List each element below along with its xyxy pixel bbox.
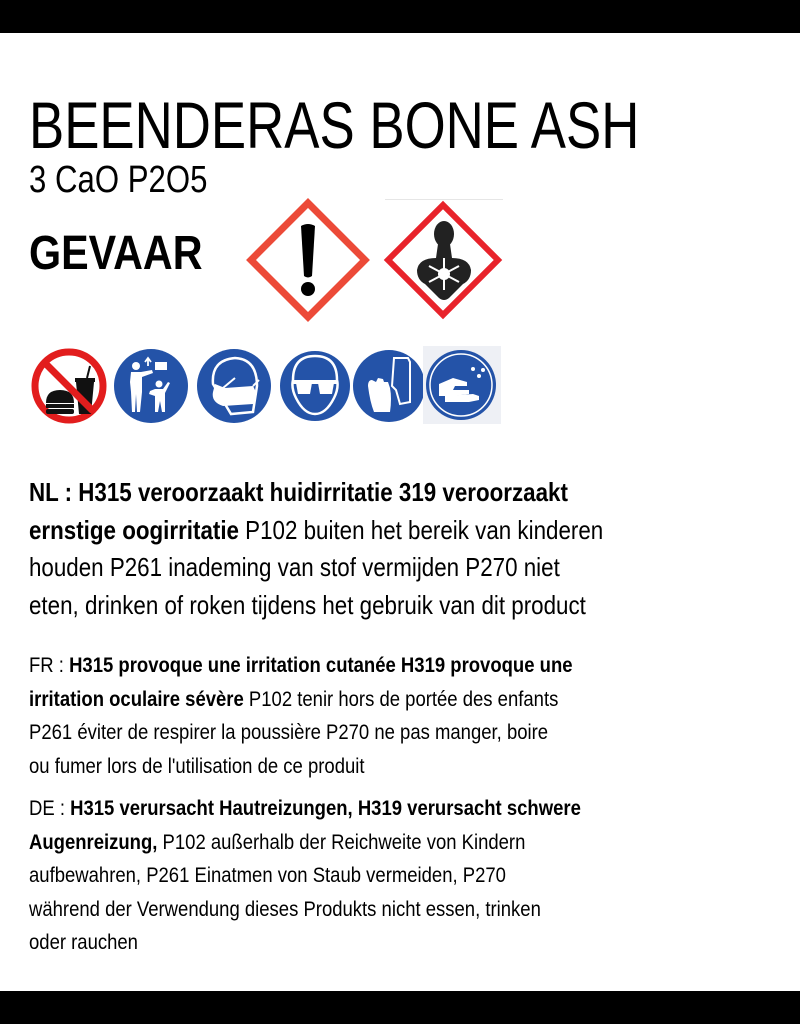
precaution-text: houden P261 inademing van stof vermijden P270 niet	[29, 552, 560, 582]
language-prefix: DE :	[29, 796, 71, 820]
exclamation-mark-icon	[246, 198, 370, 322]
health-hazard-icon	[383, 200, 503, 320]
statement-line	[29, 792, 581, 826]
statements-nl	[29, 474, 697, 624]
bottom-black-bar	[0, 991, 800, 1024]
statement-line	[29, 683, 573, 717]
top-black-bar	[0, 0, 800, 33]
precaution-text: eten, drinken of roken tijdens het gebruik van dit product	[29, 589, 586, 620]
statement-line	[29, 587, 603, 625]
product-title-text: BEENDERAS BONE ASH	[29, 88, 640, 162]
statement-line	[29, 826, 581, 860]
product-title	[29, 88, 792, 162]
precaution-text: während der Verwendung dieses Produkts nicht essen, trinken	[29, 896, 541, 921]
hazard-text: irritation oculaire sévère	[29, 686, 244, 711]
chemical-formula	[29, 158, 247, 202]
hazard-text: H315 verursacht Hautreizungen, H319 verursacht schwere	[70, 796, 581, 820]
precaution-text: oder rauchen	[29, 930, 138, 954]
statement-line	[29, 474, 603, 512]
wear-dust-mask-icon	[195, 346, 273, 424]
statement-line	[29, 750, 573, 784]
statements-de	[29, 792, 671, 960]
statement-line	[29, 716, 573, 750]
wear-gloves-icon	[350, 346, 428, 424]
precaution-text: P102 tenir hors de portée des enfants	[243, 686, 559, 711]
statement-line	[29, 649, 573, 683]
precaution-text: P102 buiten het bereik van kinderen	[238, 514, 604, 545]
precaution-text: P261 éviter de respirer la poussière P270 ne pas manger, boire	[29, 720, 549, 744]
no-eating-drinking-icon	[30, 346, 108, 424]
hazard-text: NL : H315 veroorzaakt huidirritatie 319 veroorzaakt	[29, 477, 568, 507]
precaution-text: aufbewahren, P261 Einatmen von Staub vermeiden, P270	[29, 863, 506, 887]
statement-line	[29, 926, 581, 960]
statement-line	[29, 549, 603, 587]
hazard-text: H315 provoque une irritation cutanée H319 provoque une	[69, 653, 573, 677]
statement-line	[29, 512, 603, 550]
wash-hands-icon	[423, 346, 501, 424]
statement-line	[29, 859, 581, 893]
precaution-text: ou fumer lors de l'utilisation de ce produit	[29, 753, 365, 778]
statements-fr	[29, 649, 661, 783]
signal-word	[29, 226, 231, 282]
hazard-text: ernstige oogirritatie	[29, 514, 239, 545]
signal-word-text: GEVAAR	[29, 227, 203, 280]
keep-away-from-children-icon	[112, 346, 190, 424]
wear-safety-glasses-icon	[276, 346, 354, 424]
chemical-formula-text: 3 CaO P2O5	[29, 159, 208, 201]
precaution-text: P102 außerhalb der Reichweite von Kindern	[157, 829, 526, 854]
statement-line	[29, 893, 581, 927]
language-prefix: FR :	[29, 653, 70, 677]
hazard-text: Augenreizung,	[29, 829, 158, 854]
